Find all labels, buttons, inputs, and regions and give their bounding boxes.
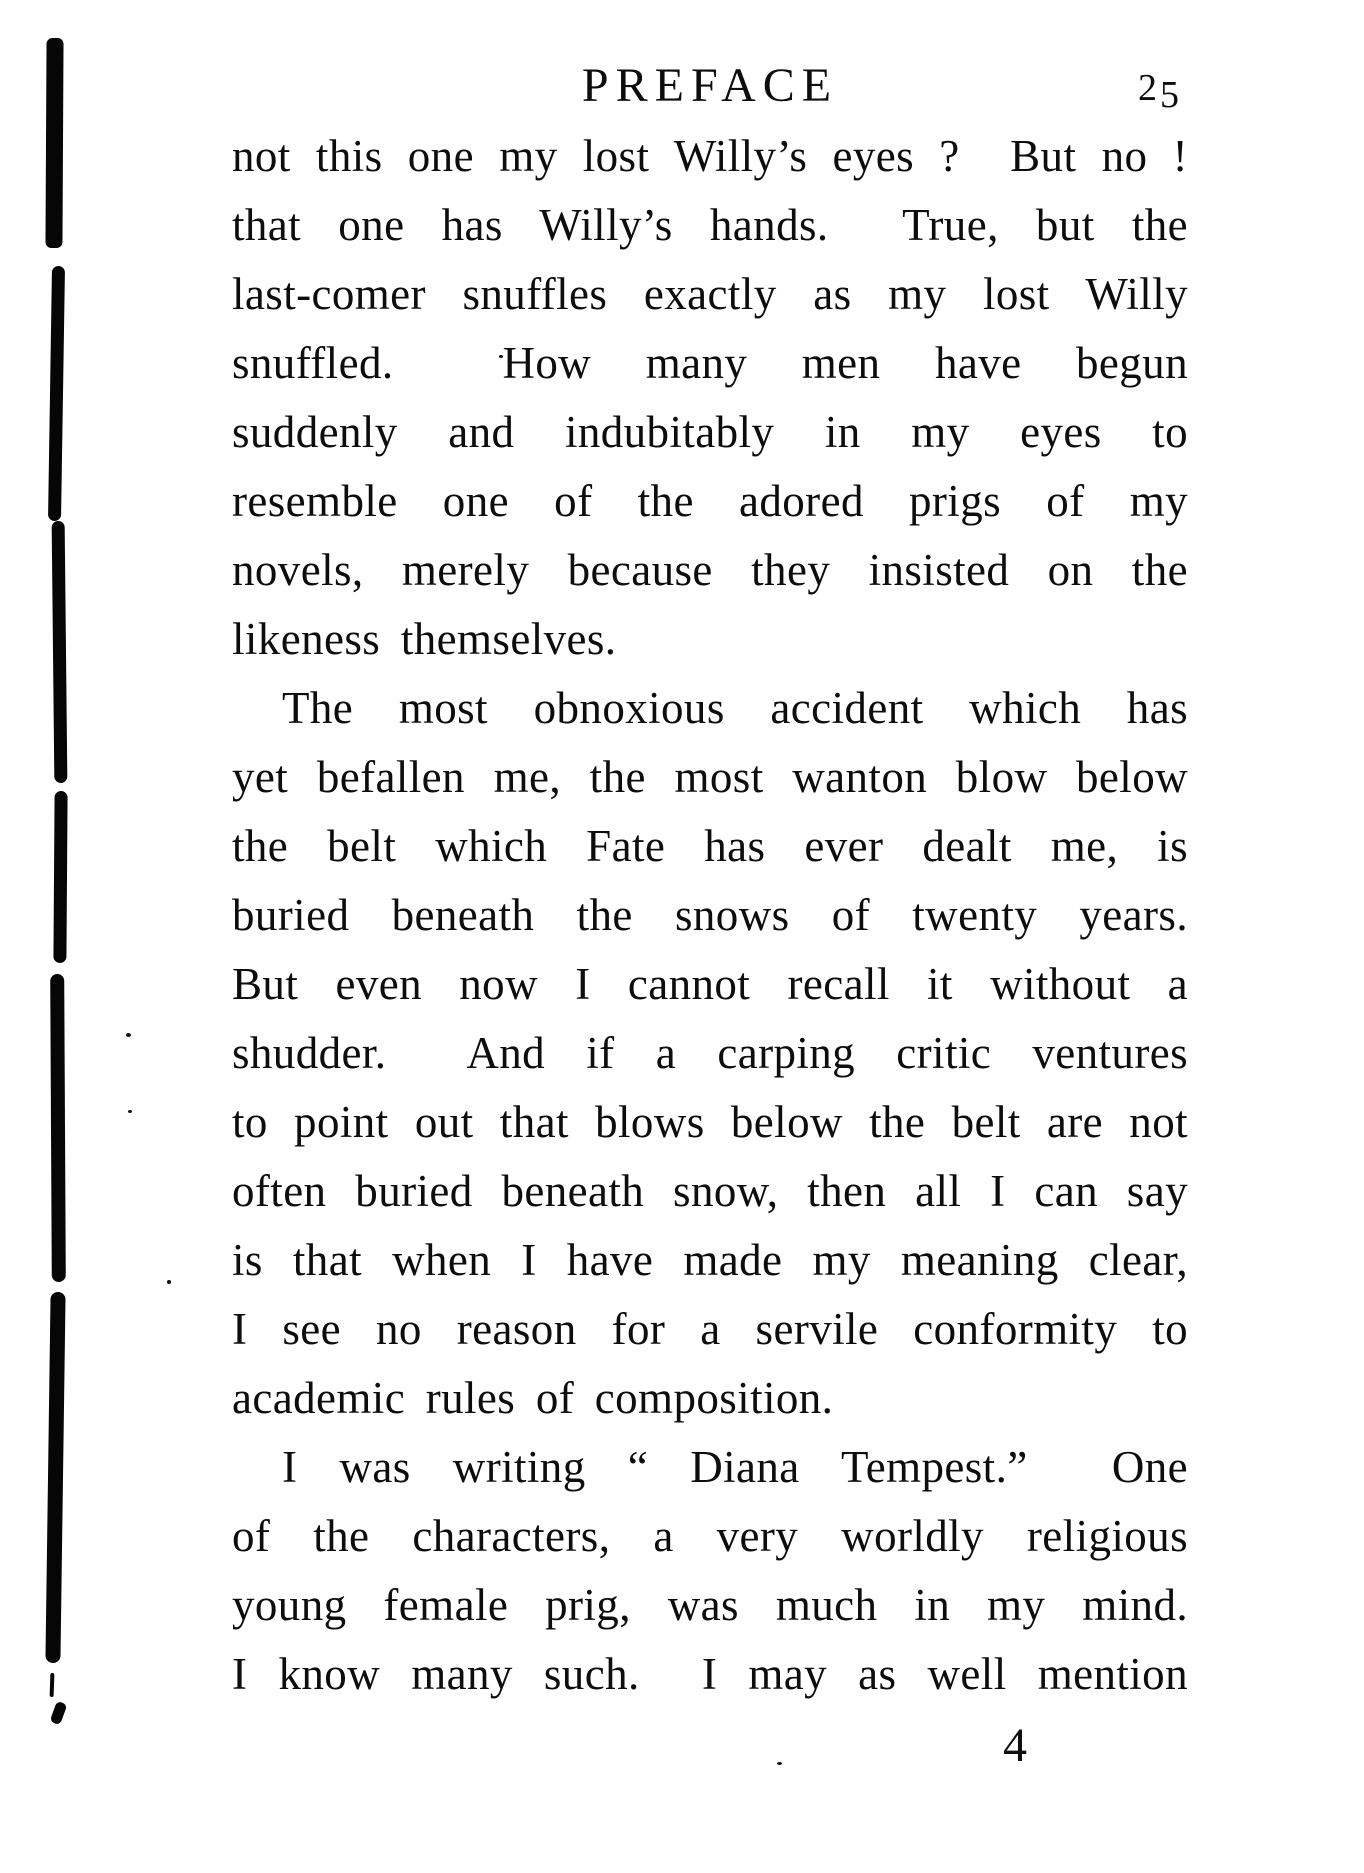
binding-ink-mark — [45, 38, 63, 248]
page-title: PREFACE — [581, 59, 839, 112]
text-line: shudder. And if a carping critic ventures — [232, 1028, 1188, 1078]
binding-ink-mark — [52, 521, 68, 783]
binding-ink-mark — [50, 974, 66, 1282]
text-line: suddenly and indubitably in my eyes to — [232, 407, 1188, 457]
text-line: young female prig, was much in my mind. — [232, 1580, 1188, 1630]
text-line: is that when I have made my meaning clear, — [232, 1235, 1188, 1285]
binding-ink-mark — [50, 1701, 68, 1725]
text-line: novels, merely because they insisted on the — [232, 545, 1188, 595]
text-line: buried beneath the snows of twenty years. — [232, 890, 1188, 940]
text-line: The most obnoxious accident which has — [282, 683, 1188, 733]
page-number: 25 — [1138, 67, 1182, 116]
text-line: resemble one of the adored prigs of my — [232, 476, 1188, 526]
signature-mark: 4 — [1003, 1719, 1027, 1772]
ink-speck — [126, 1033, 131, 1037]
ink-speck — [777, 1762, 782, 1765]
ink-speck — [128, 1110, 132, 1113]
binding-ink-mark — [48, 266, 65, 521]
text-line: not this one my lost Willy’s eyes ? But no ! — [232, 131, 1188, 181]
text-line: last-comer snuffles exactly as my lost Willy — [232, 269, 1188, 319]
ink-speck — [167, 1280, 171, 1284]
text-line: often buried beneath snow, then all I can say — [232, 1166, 1188, 1216]
text-line: of the characters, a very worldly religious — [232, 1511, 1188, 1561]
text-line: to point out that blows below the belt are not — [232, 1097, 1188, 1147]
text-line: that one has Willy’s hands. True, but the — [232, 200, 1188, 250]
text-line: academic rules of composition. — [232, 1373, 834, 1423]
text-line: I see no reason for a servile conformity to — [232, 1304, 1188, 1354]
binding-ink-mark — [50, 1673, 55, 1697]
text-line: yet befallen me, the most wanton blow below — [232, 752, 1188, 802]
text-line: snuffled. How many men have begun — [232, 338, 1188, 388]
text-line: But even now I cannot recall it without a — [232, 959, 1188, 1009]
binding-ink-mark — [53, 791, 67, 963]
text-block — [232, 122, 1188, 1709]
text-line: likeness themselves. — [232, 614, 617, 664]
text-line: I know many such. I may as well mention — [232, 1649, 1188, 1699]
text-line: the belt which Fate has ever dealt me, is — [232, 821, 1188, 871]
text-line: I was writing “ Diana Tempest.” One — [282, 1442, 1188, 1492]
binding-ink-mark — [45, 1292, 65, 1663]
